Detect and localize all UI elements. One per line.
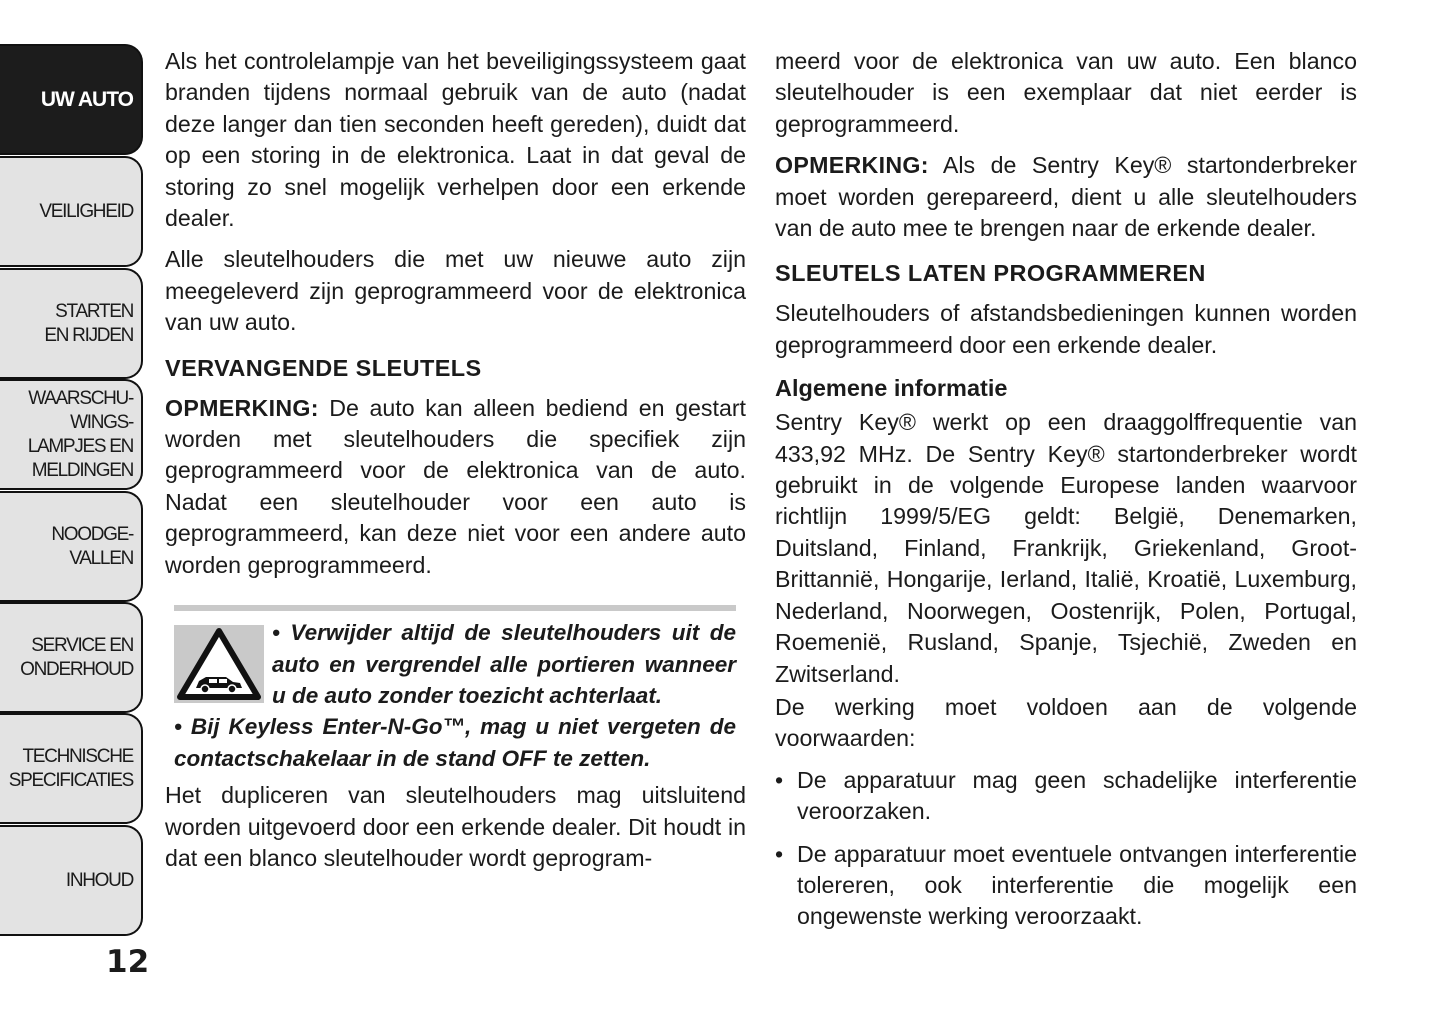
note-text: Als de Sentry Key® startonderbreker moet worden gerepareerd, dient u alle sleutelhouders van de auto mee te brengen naar de erkende dealer. (775, 152, 1357, 242)
paragraph-programming: Sleutelhouders of afstandsbedieningen kunnen worden geprogrammeerd door een erkende dealer. (775, 300, 1357, 358)
paragraph-frequency-countries: Sentry Key® werkt op een draaggolffrequentie van 433,92 MHz. De Sentry Key® startonderbreker wordt gebruikt in de volgende Europese landen waarvoor richtlijn 1999/5/EG geldt: België, Denemarken, Duitsland, Finland, Frankrijk, Griekenland, Groot-Brittannië, Hongarije, Ierland, Italië, Kroatië, Luxemburg, Nederland, Noorwegen, Oostenrijk, Polen, Portugal, Roemenië, Rusland, Spanje, Tsjechië, Zweden en Zwitserland. (775, 409, 1357, 687)
heading-programming-keys: SLEUTELS LATEN PROGRAMMEREN (775, 260, 1206, 287)
warning-box (174, 605, 736, 774)
paragraph-conditions: De werking moet voldoen aan de volgende voorwaarden: (775, 693, 1357, 752)
note-label: OPMERKING: (165, 394, 319, 421)
paragraph-key-fobs-programmed: Alle sleutelhouders die met uw nieuwe auto zijn meegeleverd zijn geprogrammeerd voor de elektronica van uw auto. (165, 246, 746, 336)
tab-waarschuwingslampjes[interactable]: WAARSCHU- WINGS- LAMPJES EN MELDINGEN (0, 379, 143, 490)
subheading-general-info: Algemene informatie (775, 375, 1008, 402)
right-column (775, 46, 1357, 944)
page-number: 12 (106, 944, 150, 980)
left-column (165, 46, 746, 884)
note-repair (775, 150, 1357, 244)
tab-noodgevallen[interactable]: NOODGE- VALLEN (0, 491, 143, 602)
warning-item: • Verwijder altijd de sleutelhouders uit de auto en vergrendel alle portieren wanneer u de auto zonder toezicht achterlaat. (272, 620, 736, 708)
tab-technische-specificaties[interactable]: TECHNISCHE SPECIFICATIES (0, 713, 143, 824)
tab-inhoud[interactable]: INHOUD (0, 825, 143, 936)
tab-uw-auto[interactable]: UW AUTO (0, 44, 143, 155)
note-text: De auto kan alleen bediend en gestart worden met sleutelhouders die specifiek zijn geprogrammeerd voor de elektronica van de auto. Nadat een sleutelhouder voor een auto is geprogrammeerd, kan deze niet voor een andere auto worden geprogrammeerd. (165, 394, 746, 578)
list-item: • De apparatuur mag geen schadelijke interferentie veroorzaken. (775, 765, 1357, 828)
paragraph-security-lamp: Als het controlelampje van het beveiligingssysteem gaat branden tijdens normaal gebruik van de auto (nadat deze langer dan tien seconden heeft gereden), duidt dat op een storing in de elektronica. Laat in dat geval de storing zo snel mogelijk verhelpen door een erkende dealer. (165, 48, 746, 232)
paragraph-duplicating-keys-continued: meerd voor de elektronica van uw auto. Een blanco sleutelhouder is een exemplaar dat niet eerder is geprogrammeerd. (775, 48, 1357, 137)
note-replacement-keys (165, 393, 746, 581)
paragraph-duplicating-keys: Het dupliceren van sleutelhouders mag uitsluitend worden uitgevoerd door een erkende dealer. Dit houdt in dat een blanco sleutelhouder wordt geprogram- (165, 782, 746, 871)
heading-replacement-keys: VERVANGENDE SLEUTELS (165, 354, 482, 381)
warning-item: • Bij Keyless Enter-N-Go™, mag u niet vergeten de contactschakelaar in de stand OFF te zetten. (174, 714, 736, 771)
note-label: OPMERKING: (775, 152, 929, 179)
warning-triangle-car-icon (174, 625, 264, 703)
conditions-list (775, 765, 1357, 933)
tab-starten-en-rijden[interactable]: STARTEN EN RIJDEN (0, 268, 143, 379)
list-item: • De apparatuur moet eventuele ontvangen interferentie tolereren, ook interferentie die mogelijk een ongewenste werking veroorzaakt. (775, 839, 1357, 933)
tab-service-en-onderhoud[interactable]: SERVICE EN ONDERHOUD (0, 602, 143, 713)
tab-veiligheid[interactable]: VEILIGHEID (0, 156, 143, 267)
